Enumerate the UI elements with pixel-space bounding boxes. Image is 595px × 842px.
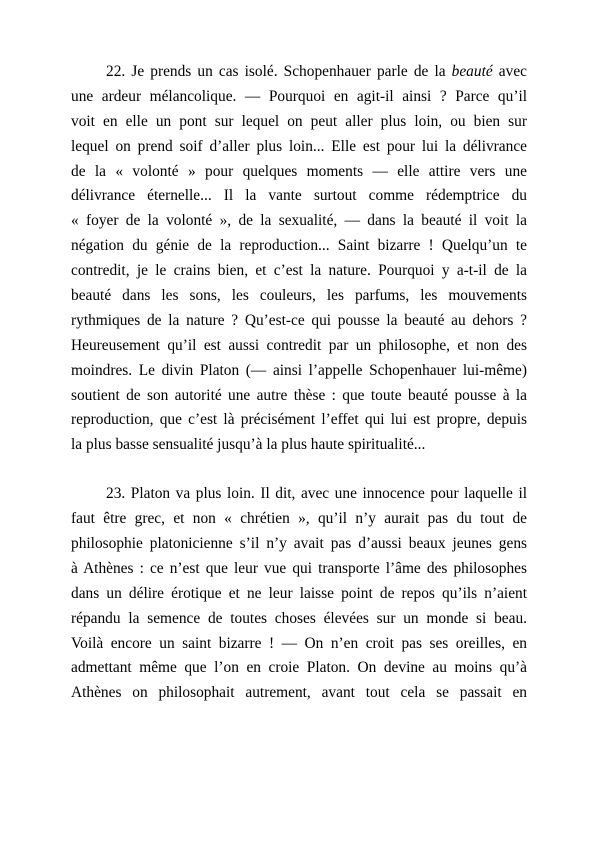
text-line: voit en elle un pont sur lequel on peut aller plus loin, ou bien sur: [71, 112, 527, 130]
text-line: [71, 60, 527, 85]
text-run: avec: [492, 63, 527, 80]
text-line: délivrance éternelle... Il la vante surtout comme rédemptrice du: [71, 187, 527, 205]
text-line: 23. Platon va plus loin. Il dit, avec une innocence pour laquelle il: [106, 485, 527, 503]
text-line: Athènes on philosophait autrement, avant tout cela se passait en: [71, 684, 527, 702]
text-line: lequel on prend soif d’aller plus loin... Elle est pour lui la délivrance: [71, 137, 527, 155]
text-line: Heureusement qu’il est aussi contredit par un philosophe, et non des: [71, 336, 527, 354]
text-line: contredit, je le crains bien, et c’est la nature. Pourquoi y a-t-il de la: [71, 262, 527, 280]
text-line: « foyer de la volonté », de la sexualité, — dans la beauté il voit la: [71, 212, 527, 230]
text-line: reproduction, que c’est là précisément l’effet qui lui est propre, depuis: [71, 411, 527, 429]
text-line: soutient de son autorité une autre thèse : que toute beauté pousse à la: [71, 386, 527, 404]
text-run: 22. Je prends un cas isolé. Schopenhauer parle de la: [106, 63, 452, 80]
text-line: philosophie platonicienne s’il n’y avait pas d’aussi beaux jeunes gens: [71, 535, 527, 553]
paragraph-22: [71, 60, 527, 458]
text-line: négation du génie de la reproduction... Saint bizarre ! Quelqu’un te: [71, 237, 527, 255]
text-line: rythmiques de la nature ? Qu’est-ce qui pousse la beauté au dehors ?: [71, 311, 527, 329]
text-line: la plus basse sensualité jusqu’à la plus haute spiritualité...: [71, 436, 426, 454]
paragraph-23: [71, 482, 527, 706]
text-line: admettant même que l’on en croie Platon. On devine au moins qu’à: [71, 659, 527, 677]
text-line: beauté dans les sons, les couleurs, les parfums, les mouvements: [71, 287, 527, 305]
text-line: faut être grec, et non « chrétien », qu’il n’y aurait pas du tout de: [71, 510, 527, 528]
text-line: Voilà encore un saint bizarre ! — On n’en croit pas ses oreilles, en: [71, 634, 527, 652]
text-line: une ardeur mélancolique. — Pourquoi en agit-il ainsi ? Parce qu’il: [71, 87, 527, 105]
document-page: [71, 60, 527, 706]
text-line: répandu la semence de toutes choses élevées sur un monde si beau.: [71, 609, 527, 627]
text-line: à Athènes : ce n’est que leur vue qui transporte l’âme des philosophes: [71, 559, 527, 577]
text-line: moindres. Le divin Platon (— ainsi l’appelle Schopenhauer lui-même): [71, 361, 527, 379]
emphasis-word: beauté: [451, 63, 493, 80]
text-line: dans un délire érotique et ne leur laisse point de repos qu’ils n’aient: [71, 584, 527, 602]
text-line: de la « volonté » pour quelques moments — elle attire vers une: [71, 162, 527, 180]
